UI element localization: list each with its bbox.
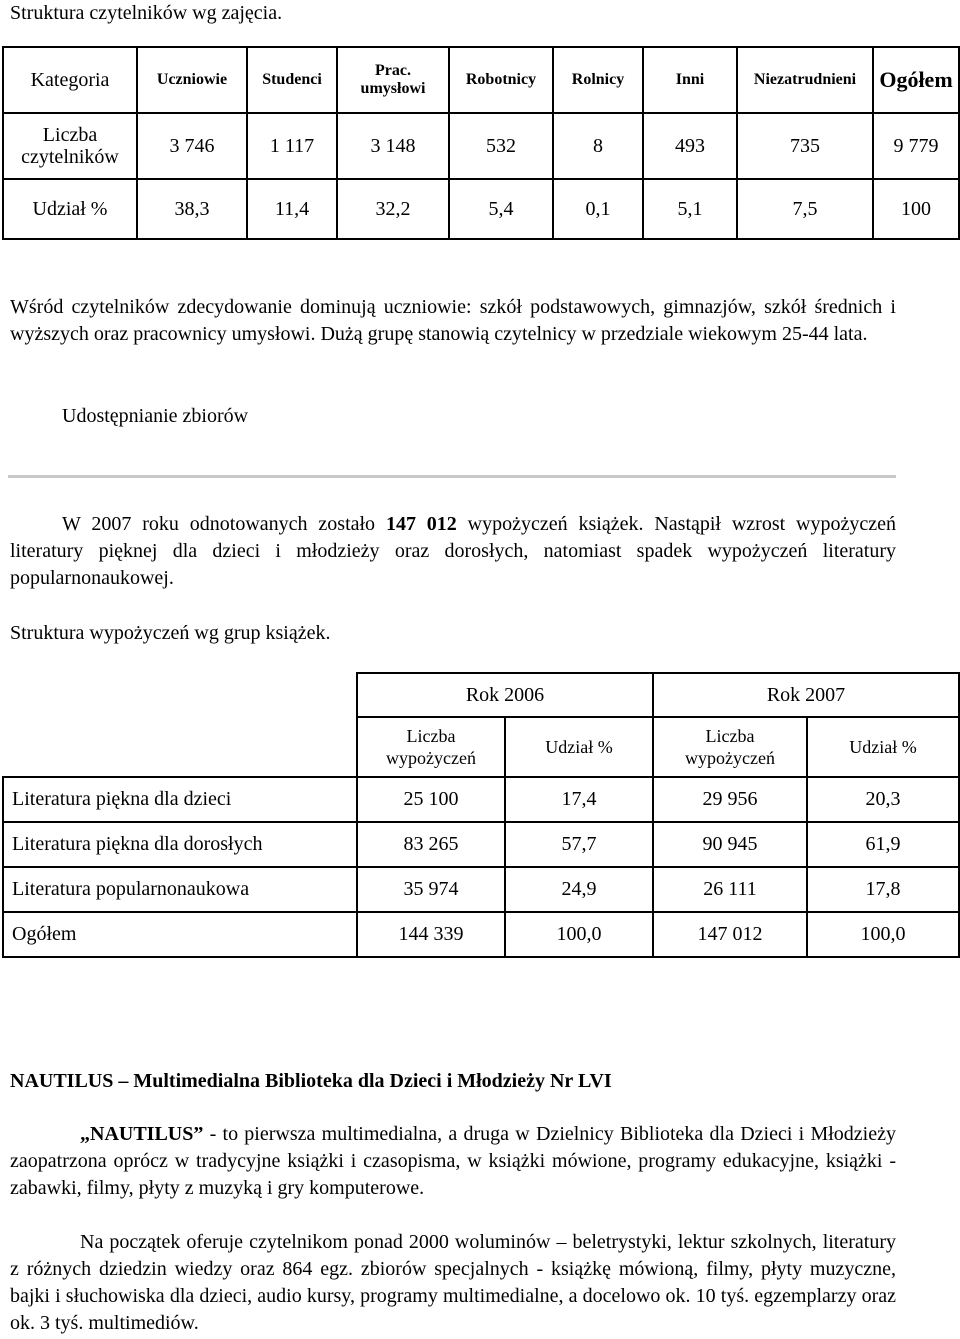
table-cell: 61,9 <box>807 822 959 867</box>
paragraph-readers-text: Wśród czytelników zdecydowanie dominują uczniowie: szkół podstawowych, gimnazjów, szkół średnich i wyższych oraz pracownicy umysłowi. Dużą grupę stanowią czytelnicy w przedziale wiekowym 25-44 lata. <box>10 296 896 345</box>
table-cell: 532 <box>449 113 553 179</box>
table-cell: 7,5 <box>737 179 873 239</box>
table-cell: 100,0 <box>807 912 959 957</box>
lending-text-post: wypożyczeń książek. Nastąpił wzrost wypożyczeń literatury pięknej dla dzieci i młodzieży oraz dorosłych, natomiast spadek wypożyczeń literatury popularnonaukowej. <box>10 513 897 589</box>
nautilus-p1-text: - to pierwsza multimedialna, a druga w Dzielnicy Biblioteka dla Dzieci i Młodzieży zaopatrzona oprócz w tradycyjne książki i czasopisma, w książki mówione, programy edukacyjne, książki - zabawki, filmy, płyty z muzyką i gry komputerowe. <box>10 1123 896 1199</box>
lending-text-pre: W 2007 roku odnotowanych zostało <box>62 513 386 535</box>
caption-readers-by-occupation: Struktura czytelników wg zajęcia. <box>10 2 283 24</box>
row-label-line2: czytelników <box>21 146 119 168</box>
table-row <box>3 867 959 912</box>
table-row <box>3 912 959 957</box>
table-cell: 144 339 <box>357 912 505 957</box>
table-cell: 9 779 <box>873 113 959 179</box>
header-kategoria: Kategoria <box>3 47 137 113</box>
table-cell: 20,3 <box>807 777 959 822</box>
row-label-udzial: Udział % <box>3 179 137 239</box>
header-studenci: Studenci <box>247 47 337 113</box>
header-ogolem: Ogółem <box>873 47 959 113</box>
lending-total-bold: 147 012 <box>385 513 457 535</box>
table-cell: 147 012 <box>653 912 807 957</box>
table-cell: 100 <box>873 179 959 239</box>
divider-line <box>8 475 896 478</box>
table-cell: 90 945 <box>653 822 807 867</box>
table-cell: 25 100 <box>357 777 505 822</box>
table-cell: 5,4 <box>449 179 553 239</box>
table-cell: 100,0 <box>505 912 653 957</box>
row-label-line1: Liczba <box>42 124 98 146</box>
table-cell: 735 <box>737 113 873 179</box>
table-cell: 17,8 <box>807 867 959 912</box>
header-prac-umyslowi <box>337 47 449 113</box>
table-cell: 38,3 <box>137 179 247 239</box>
header-inni: Inni <box>643 47 737 113</box>
paragraph-lending <box>10 511 896 592</box>
row-label: Literatura piękna dla dorosłych <box>3 822 357 867</box>
table-cell: 8 <box>553 113 643 179</box>
table-cell: 32,2 <box>337 179 449 239</box>
header-uczniowie: Uczniowie <box>137 47 247 113</box>
header-udzial-2007: Udział % <box>807 717 959 777</box>
nautilus-name-bold: „NAUTILUS” <box>80 1123 204 1145</box>
nautilus-paragraph-1 <box>10 1121 896 1202</box>
header-liczba-line2: wypożyczeń <box>386 748 476 768</box>
table-cell: 1 117 <box>247 113 337 179</box>
nautilus-heading: NAUTILUS – Multimedialna Biblioteka dla Dzieci i Młodzieży Nr LVI <box>10 1070 612 1092</box>
readers-by-occupation-table <box>2 46 960 240</box>
table-cell: 57,7 <box>505 822 653 867</box>
header-niezatrudnieni: Niezatrudnieni <box>737 47 873 113</box>
header-liczba-line2: wypożyczeń <box>685 748 775 768</box>
table-cell: 35 974 <box>357 867 505 912</box>
lending-by-book-group-table <box>2 672 960 958</box>
header-prac-line2: umysłowi <box>360 80 426 97</box>
header-liczba-line1: Liczba <box>406 726 456 746</box>
header-rok-2006: Rok 2006 <box>357 673 653 717</box>
row-label: Literatura piękna dla dzieci <box>3 777 357 822</box>
table-row <box>3 777 959 822</box>
caption-lending-structure: Struktura wypożyczeń wg grup książek. <box>10 622 331 644</box>
table-cell: 24,9 <box>505 867 653 912</box>
table-row <box>3 822 959 867</box>
table-cell: 29 956 <box>653 777 807 822</box>
table-cell: 11,4 <box>247 179 337 239</box>
table-cell: 26 111 <box>653 867 807 912</box>
nautilus-paragraph-2: Na początek oferuje czytelnikom ponad 2000 woluminów – beletrystyki, lektur szkolnych, literatury z różnych dziedzin wiedzy oraz 864 egz. zbiorów specjalnych - książkę mówioną, filmy, płyty muzyczne, bajki i słuchowiska dla dzieci, audio kursy, programy multimedialne, a docelowo ok. 10 tyś. egzemplarzy oraz ok. 3 tyś. multimediów. <box>10 1231 896 1334</box>
table-cell: 3 148 <box>337 113 449 179</box>
table-cell: 0,1 <box>553 179 643 239</box>
row-label-liczba-czytelnikow <box>3 113 137 179</box>
table-cell: 3 746 <box>137 113 247 179</box>
table-cell: 5,1 <box>643 179 737 239</box>
header-udzial-2006: Udział % <box>505 717 653 777</box>
row-label: Ogółem <box>3 912 357 957</box>
section-heading-lending: Udostępnianie zbiorów <box>62 405 249 427</box>
header-rok-2007: Rok 2007 <box>653 673 959 717</box>
row-label: Literatura popularnonaukowa <box>3 867 357 912</box>
table-cell: 17,4 <box>505 777 653 822</box>
header-liczba-2007 <box>653 717 807 777</box>
header-robotnicy: Robotnicy <box>449 47 553 113</box>
table-cell: 83 265 <box>357 822 505 867</box>
header-liczba-line1: Liczba <box>705 726 755 746</box>
header-liczba-2006 <box>357 717 505 777</box>
empty-corner <box>3 673 357 777</box>
header-rolnicy: Rolnicy <box>553 47 643 113</box>
table-cell: 493 <box>643 113 737 179</box>
header-prac-line1: Prac. <box>375 62 411 79</box>
